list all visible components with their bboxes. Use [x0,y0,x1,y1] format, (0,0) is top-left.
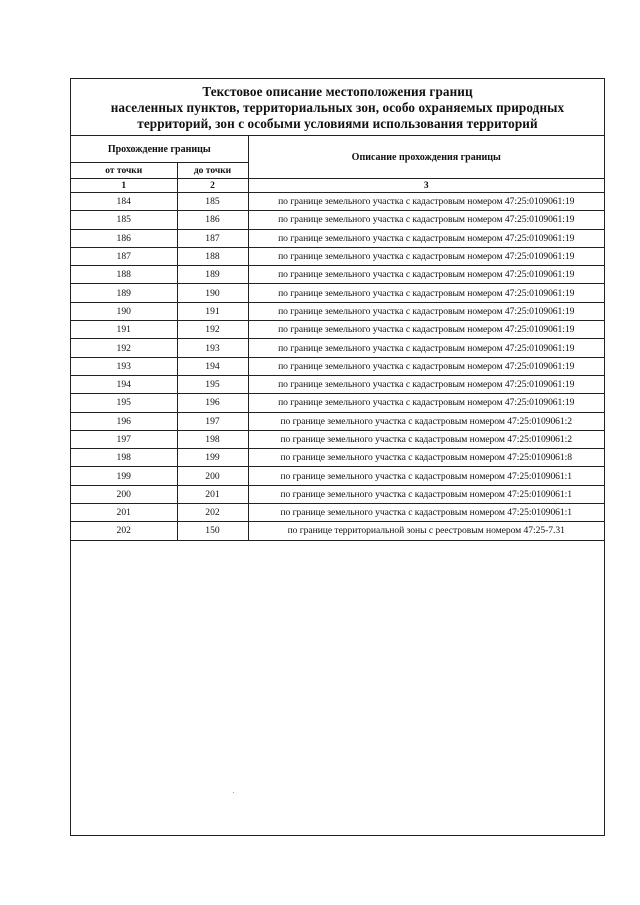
document-frame [70,78,605,836]
cell-description: по границе земельного участка с кадастровым номером 47:25:0109061:19 [248,321,604,339]
cell-description: по границе земельного участка с кадастровым номером 47:25:0109061:2 [248,430,604,448]
cell-description: по границе земельного участка с кадастровым номером 47:25:0109061:19 [248,357,604,375]
header-to-point: до точки [177,163,248,179]
table-row [71,504,604,522]
table-row [71,211,604,229]
cell-description: по границе земельного участка с кадастровым номером 47:25:0109061:19 [248,302,604,320]
cell-from-point: 188 [71,266,177,284]
cell-from-point: 191 [71,321,177,339]
cell-from-point: 185 [71,211,177,229]
cell-to-point: 195 [177,375,248,393]
cell-from-point: 194 [71,375,177,393]
header-row-column-numbers [71,179,604,193]
cell-description: по границе земельного участка с кадастровым номером 47:25:0109061:19 [248,247,604,265]
cell-description: по границе земельного участка с кадастровым номером 47:25:0109061:19 [248,375,604,393]
group-header-boundary-passage: Прохождение границы [71,136,248,163]
table-row [71,321,604,339]
cell-from-point: 193 [71,357,177,375]
cell-from-point: 199 [71,467,177,485]
table-row [71,247,604,265]
header-from-point: от точки [71,163,177,179]
cell-to-point: 192 [177,321,248,339]
table-row [71,266,604,284]
table-row [71,302,604,320]
table-row [71,193,604,211]
cell-to-point: 202 [177,504,248,522]
cell-from-point: 187 [71,247,177,265]
cell-description: по границе земельного участка с кадастровым номером 47:25:0109061:1 [248,504,604,522]
cell-from-point: 200 [71,485,177,503]
cell-to-point: 185 [177,193,248,211]
table-row [71,394,604,412]
table-row [71,339,604,357]
boundary-table [71,136,604,541]
table-row [71,522,604,540]
cell-description: по границе земельного участка с кадастровым номером 47:25:0109061:19 [248,229,604,247]
cell-to-point: 150 [177,522,248,540]
cell-to-point: 199 [177,449,248,467]
cell-to-point: 193 [177,339,248,357]
table-row [71,284,604,302]
cell-description: по границе земельного участка с кадастровым номером 47:25:0109061:19 [248,211,604,229]
cell-to-point: 191 [177,302,248,320]
cell-description: по границе земельного участка с кадастровым номером 47:25:0109061:19 [248,193,604,211]
cell-description: по границе земельного участка с кадастровым номером 47:25:0109061:1 [248,467,604,485]
cell-from-point: 197 [71,430,177,448]
column-number-3: 3 [248,179,604,193]
table-row [71,357,604,375]
header-description: Описание прохождения границы [248,136,604,179]
cell-from-point: 184 [71,193,177,211]
table-row [71,375,604,393]
cell-to-point: 189 [177,266,248,284]
cell-to-point: 200 [177,467,248,485]
cell-from-point: 202 [71,522,177,540]
cell-description: по границе земельного участка с кадастровым номером 47:25:0109061:19 [248,394,604,412]
cell-from-point: 198 [71,449,177,467]
column-number-2: 2 [177,179,248,193]
cell-from-point: 201 [71,504,177,522]
cell-description: по границе земельного участка с кадастровым номером 47:25:0109061:1 [248,485,604,503]
table-row [71,229,604,247]
cell-from-point: 190 [71,302,177,320]
cell-to-point: 188 [177,247,248,265]
cell-to-point: 201 [177,485,248,503]
cell-from-point: 186 [71,229,177,247]
cell-to-point: 198 [177,430,248,448]
cell-from-point: 192 [71,339,177,357]
title-line-3: территорий, зон с особыми условиями использования территорий [137,116,538,131]
table-row [71,430,604,448]
table-row [71,467,604,485]
title-line-1: Текстовое описание местоположения границ [202,84,473,99]
document-title [71,79,604,136]
table-row [71,412,604,430]
cell-description: по границе территориальной зоны с реестровым номером 47:25-7.31 [248,522,604,540]
cell-to-point: 186 [177,211,248,229]
cell-description: по границе земельного участка с кадастровым номером 47:25:0109061:2 [248,412,604,430]
cell-to-point: 197 [177,412,248,430]
column-number-1: 1 [71,179,177,193]
table-row [71,485,604,503]
table-row [71,449,604,467]
cell-from-point: 195 [71,394,177,412]
title-line-2: населенных пунктов, территориальных зон, особо охраняемых природных [110,100,565,115]
header-row-group [71,136,604,163]
scan-speck [233,792,234,793]
cell-description: по границе земельного участка с кадастровым номером 47:25:0109061:8 [248,449,604,467]
cell-from-point: 189 [71,284,177,302]
cell-from-point: 196 [71,412,177,430]
cell-description: по границе земельного участка с кадастровым номером 47:25:0109061:19 [248,266,604,284]
cell-to-point: 194 [177,357,248,375]
cell-to-point: 190 [177,284,248,302]
cell-to-point: 187 [177,229,248,247]
cell-description: по границе земельного участка с кадастровым номером 47:25:0109061:19 [248,284,604,302]
cell-to-point: 196 [177,394,248,412]
cell-description: по границе земельного участка с кадастровым номером 47:25:0109061:19 [248,339,604,357]
